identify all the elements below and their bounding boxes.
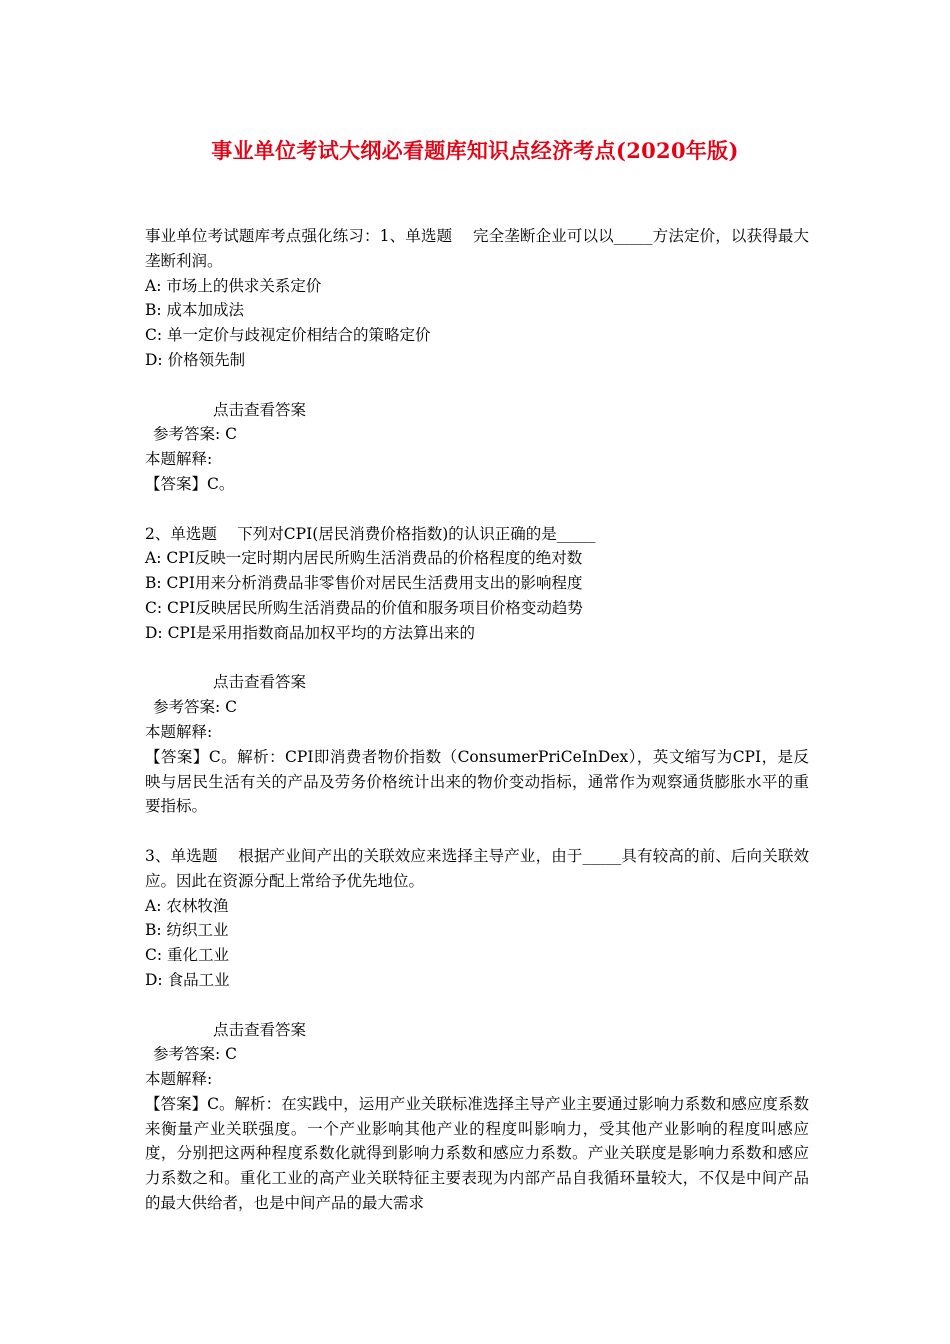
question-stem: 事业单位考试题库考点强化练习：1、单选题 完全垄断企业可以以_____方法定价，以获得最大垄断利润。 — [145, 227, 809, 270]
option-d: D: 价格领先制 — [145, 350, 246, 369]
option-a: A: 市场上的供求关系定价 — [145, 276, 322, 295]
document-body — [145, 224, 809, 1216]
option-a: A: 农林牧渔 — [145, 896, 229, 915]
view-answer-link[interactable]: 点击查看答案 — [213, 1020, 307, 1039]
reference-answer: 参考答案: C — [153, 698, 238, 717]
question-block — [145, 224, 809, 522]
option-b: B: 成本加成法 — [145, 301, 245, 320]
explanation-text: 【答案】C。解析：CPI即消费者物价指数（ConsumerPriCeInDex），英文缩写为CPI，是反映与居民生活有关的产品及劳务价格统计出来的物价变动指标，通常作为观察通货膨胀水平的重要指标。 — [145, 747, 809, 816]
reference-answer: 参考答案: C — [153, 425, 238, 444]
option-b: B: 纺织工业 — [145, 921, 229, 940]
explanation-label: 本题解释: — [145, 1070, 213, 1089]
explanation-label: 本题解释: — [145, 450, 213, 469]
option-d: D: 食品工业 — [145, 970, 230, 989]
question-stem: 3、单选题 根据产业间产出的关联效应来选择主导产业，由于_____具有较高的前、后向关联效应。因此在资源分配上常给予优先地位。 — [145, 846, 809, 890]
document-title: 事业单位考试大纲必看题库知识点经济考点(2020年版) — [211, 138, 739, 163]
explanation-text: 【答案】C。 — [145, 474, 235, 493]
option-b: B: CPI用来分析消费品非零售价对居民生活费用支出的影响程度 — [145, 574, 583, 593]
view-answer-link[interactable]: 点击查看答案 — [213, 673, 307, 692]
question-block — [145, 522, 809, 844]
option-a: A: CPI反映一定时期内居民所购生活消费品的价格程度的绝对数 — [145, 549, 583, 568]
question-stem: 2、单选题 下列对CPI(居民消费价格指数)的认识正确的是_____ — [145, 524, 596, 543]
view-answer-link[interactable]: 点击查看答案 — [213, 400, 307, 419]
explanation-label: 本题解释: — [145, 722, 213, 741]
option-d: D: CPI是采用指数商品加权平均的方法算出来的 — [145, 623, 475, 642]
question-block — [145, 844, 809, 1216]
option-c: C: CPI反映居民所购生活消费品的价值和服务项目价格变动趋势 — [145, 598, 583, 617]
explanation-text: 【答案】C。解析：在实践中，运用产业关联标准选择主导产业主要通过影响力系数和感应度系数来衡量产业关联强度。一个产业影响其他产业的程度叫影响力，受其他产业影响的程度叫感应度，分别把这两种程度系数化就得到影响力系数和感应力系数。产业关联度是影响力系数和感应力系数之和。重化工业的高产业关联特征主要表现为内部产品自我循环量较大，不仅是中间产品的最大供给者，也是中间产品的最大需求 — [145, 1094, 809, 1213]
option-c: C: 单一定价与歧视定价相结合的策略定价 — [145, 326, 431, 345]
reference-answer: 参考答案: C — [153, 1045, 238, 1064]
option-c: C: 重化工业 — [145, 946, 230, 965]
